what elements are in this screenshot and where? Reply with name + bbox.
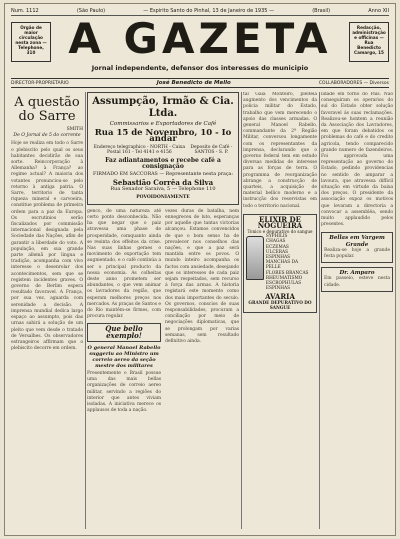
column-3 — [243, 92, 317, 531]
masthead-title: A GAZETA — [68, 14, 332, 63]
list-item: ESPINHAS — [265, 255, 291, 261]
ad-telegraph: Endereço telegraphico - NORTH - Caixa Postal 161 - Tel 4141 e 4156 — [93, 144, 186, 156]
column-rule — [241, 92, 242, 529]
ad-representative: Sebastião Corrêa da Silva — [112, 178, 214, 188]
box-bello-exemplo — [87, 323, 161, 341]
ad-tagline: Commissarios e Exportadores de Café — [109, 121, 217, 127]
list-item: ULCERAS — [265, 249, 289, 255]
notice-box-vargem-grande — [321, 232, 393, 263]
credits-bar — [11, 78, 389, 88]
ad-footer: POVOIDONIAMENTE — [136, 194, 190, 200]
elixir-title: ELIXIR DE NOGUEIRA — [257, 214, 303, 231]
article-body: vezes duras de batalha, nem ennegreceu de luto, esperanças por aquelle que tantas victorias alcançou. Estamos convencidos de que o bom senso ha de prevalecer nos conselhos das nações, e que a paz será mantida entre os povos. O mundo inteiro acompanha os factos com ansiedade, desejando que os interesses de cada paiz sejam respeitados, sem recurso á força das armas. A historia registará este momento como dos mais importantes do seculo. Os governos, conscios de suas responsabilidades, procuram a conciliação por meio de negociações diplomaticas, que se prolongam por varias semanas, sem resultado definitivo ainda. — [165, 208, 239, 345]
bello-exemplo-title: Que bello exemplo! — [105, 324, 143, 340]
collaborators-label: COLLABORADORES — Diversos — [318, 80, 389, 86]
elixir-footer: AVARIA — [265, 291, 295, 301]
director-label: DIRECTOR-PROPRIETARIO — [11, 80, 69, 86]
article-body: Hoje se realiza em todo o Sarre o plebiscito pelo qual os seus habitantes decidirão de sua sorte. Reincorporação à Allemanha? à França? ao regime actual? A maioria dos votantes pronunciou-se pelo retorno à antiga patria. O Sarre, territorio de tanta riqueza mineral e carvoeira, constitue problema de primeira ordem para a paz da Europa. Os escrutinios serão fiscalizados por commissão internacional designada pela Sociedade das Nações, afim de garantir a liberdade do voto. A população, em sua grande parte allemã por lingua e tradição, acompanha com vivo interesse o desenrolar dos acontecimentos, sem que se registem incidentes graves. O governo de Berlim espera resultado favoravel. A França, por sua vez, aguarda com serenidade a decisão. A imprensa mundial dedica largo espaço ao assumpto, pois das urnas sahirá a solução de um pleito que vem desde o tratado de Versalhes. Os observadores estrangeiros affirmam que o plebiscito decorre em ordem. — [11, 141, 83, 352]
advertisement-assumpcao — [87, 92, 239, 205]
notice-box-amparo — [321, 267, 393, 292]
issue-date: — Espirito Santo do Pinhal, 13 de Janeiro de 1935 — — [143, 7, 275, 14]
ear-box-right: Redacção, administração e officinas — Rua Benedicto Camargo, 15 — [349, 22, 389, 62]
column-1 — [11, 92, 83, 531]
article-body: Presentemente o Brasil possue uma das mais bellas organizações de correio aereo militar, servindo a regiões do interior que antes viviam isoladas. A iniciativa merece os applausos de toda a nação. — [87, 370, 161, 414]
advertisement-elixir — [243, 214, 317, 313]
column-rule — [85, 92, 86, 529]
notice-title: Bellas em Vargem Grande — [329, 235, 385, 248]
column-4 — [321, 92, 393, 531]
article-body: tal Gaia Monteiro, pleiteia augmento dos vencimentos da policia militar do Estado, trabalho que vem merecendo o apoio das classes armadas. O general Manoel Rabello, commandante da 2ª Região Militar, conversou longamente com os representantes da imprensa, declarando que o governo federal tem em estudo diversas medidas de interesse para as forças de terra. O programma de reorganização abrange a construcção de quarteis, a acquisição de material bellico moderno e a instrucção dos reservistas em todo o territorio nacional. — [243, 92, 317, 209]
ad-address: Rua 15 de Novembro, 10 - Io andar — [94, 128, 232, 145]
ad-deposit: Deposito de Café - SANTOS - S. P. — [190, 144, 233, 156]
article-body: genco, de uma natureza até certo ponto desconhecida. Não ha que negar que o paiz atravessa uma phase de prosperidade, comquanto ainda se resinta dos effeitos da crise. Nas suas linhas geraes o movimento de exportação tem augmentado, e o café continúa a ser o principal producto da nossa economia. As colheitas deste anno prometem ser abundantes, o que vem animar os lavradores da região, que esperam melhores preços nos mercados. As praças de Santos e do Rio mantêm-se firmes, com procura regular. — [87, 208, 161, 320]
ad-notice: Faz adiantamentos e recebe café a consignação — [105, 156, 221, 170]
list-item: ESPINHAS — [265, 286, 291, 292]
article-subhead: O general Manoel Rabello suggeriu ao Ministro um correio aereo da seção mestre dos militares — [87, 344, 161, 369]
issue-country: (Brasil) — [312, 7, 331, 14]
list-item: ESCROPHULAS — [265, 281, 302, 287]
list-item: SYPHILIS — [265, 234, 288, 240]
elixir-list — [266, 234, 314, 291]
ad-firm-name: Assumpção, Irmão & Cia. Ltda. — [92, 96, 234, 119]
byline: SMITH — [66, 127, 83, 132]
column-2 — [87, 92, 239, 531]
list-item: RHEUMATISMO — [265, 275, 303, 281]
bottle-icon — [246, 236, 264, 280]
masthead-motto: Jornal independente, defensor dos interesses do municipio — [91, 64, 309, 72]
notice-title: Dr. Amparo — [339, 270, 375, 277]
notice-text: Em passeio, esteve nesta cidade. — [324, 276, 390, 288]
headline-sarre: A questão do Sarre — [14, 95, 80, 124]
elixir-footer-2: GRANDE DEPURATIVO DO SANGUE — [248, 299, 312, 310]
column-rule — [319, 92, 320, 529]
newspaper-page — [4, 3, 396, 536]
list-item: FLORES BRANCAS — [265, 270, 309, 276]
article-body: lidade em torno do Pais. Não conseguiram os operarios do sul do Estado obter solução favoravel ás suas reclamações. Realizou-se hontem a reunião da Associação dos Lavradores, em que foram debatidos os problemas do café e do credito agricola, tendo comparecido grande numero de fazendeiros. Foi approvada uma representação ao governo do Estado, pedindo providencias no sentido de amparar a lavoura, que atravessa difficil situação em virtude da baixa dos preços. O presidente da associação expoz os motivos que levaram a directoria a convocar a assembléa, sendo muito applaudido pelos presentes. — [321, 92, 393, 228]
ad-agency: FIRMADO EM SACCORAS — Representante nesta praça: — [93, 172, 233, 178]
notice-text: Realiza-se hoje a grande festa popular. — [324, 247, 390, 260]
article-lead: De O Jornal de 5 do corrente — [13, 133, 81, 139]
ad-rep-address: Rua Senador Saraiva, 5 — Telephone 110 — [110, 186, 216, 193]
list-item: CHAGAS — [265, 239, 286, 245]
list-item: MANCHAS DA PELLE — [265, 260, 299, 271]
issue-place: (São Paulo) — [76, 7, 106, 14]
list-item: ECZEMAS — [265, 244, 289, 250]
issue-year: Anno XII — [368, 7, 389, 14]
ear-box-left: Orgão de maior circulação nesta zona — Telephone, 310 — [11, 22, 51, 62]
issue-number: Num. 1112 — [11, 7, 39, 14]
elixir-subtitle: Tonico e depurativo do sangue — [247, 229, 313, 235]
director-name: José Benedicto de Mello — [156, 80, 231, 86]
